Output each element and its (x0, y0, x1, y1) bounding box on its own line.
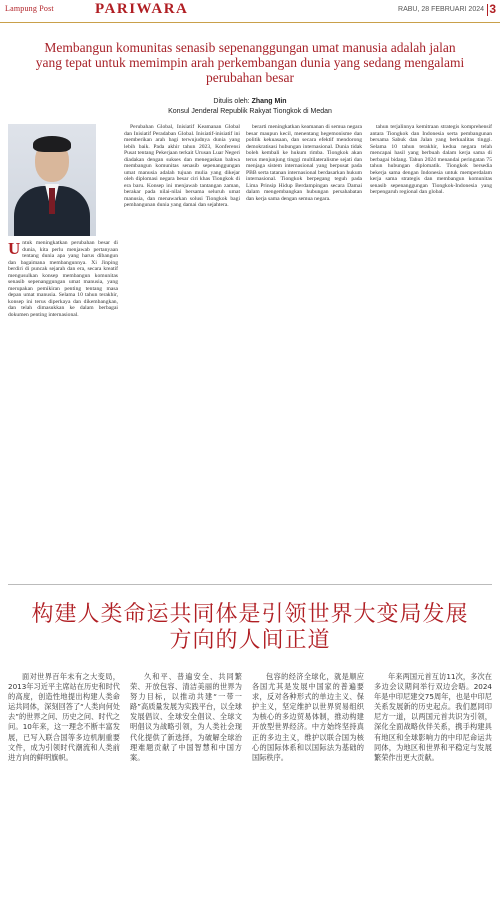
issue-date: RABU, 28 FEBRUARI 2024 (398, 6, 484, 13)
article-zh-paragraph: 面对世界百年未有之大变局，2013年习近平主席站在历史和时代的高度，创造性地提出构建人类命运共同体，深刻回答了“人类向何处去”的世界之问、历史之问、时代之问。10年来，这一理念不断丰富发展，已写入联合国等多边机制重要文件，成为引领时代潮流和人类前进方向的鲜明旗帜。 (8, 672, 120, 762)
section-name: PARIWARA (95, 1, 189, 17)
article-id-paragraph: ntuk meningkatkan perubahan besar di dunia, kita perlu menjawab pertanyaan tentang dunia apa yang harus dibangun dan bagaimana membangunnya. Xi Jinping berdiri di puncak sejarah dan era, secara kreatif mengusulkan konsep membangun komunitas senasib sepenanggungan umat manusia, yang merupakan pemikiran penting tentang masa depan umat manusia. Selama 10 tahun terakhir, konsep ini terus diperkaya dan dikembangkan, dan telah dimasukkan ke dalam berbagai dokumen penting internasional. (8, 240, 118, 318)
portrait-tie (49, 188, 55, 214)
article-id-paragraph: berarti meningkatkan keamanan di semua negara besar maupun kecil, menentang hegemonisme dan politik kekuasaan, dan secara efektif mendorong demokratisasi hubungan internasional. Dunia tidak boleh kembali ke hukum rimba. Tiongkok akan terus menjunjung tinggi multilateralisme sejati dan menjaga sistem internasional yang berpusat pada PBB serta tatanan internasional berdasarkan hukum internasional. Tiongkok berpegang teguh pada Lima Prinsip Hidup Berdampingan secara Damai dalam mengembangkan hubungan persahabatan dan kerja sama dengan semua negara. (246, 124, 362, 202)
section-divider (8, 584, 492, 585)
dropcap-letter: U (8, 240, 21, 258)
page-number: 3 (489, 2, 496, 16)
article-id-paragraph: Perubahan Global, Inisiatif Keamanan Global dan Inisiatif Peradaban Global. Inisiatif-inisiatif ini memberikan arah bagi terwujudnya dunia yang lebih baik. Pada akhir tahun 2023, Konferensi Pusat tentang Pekerjaan terkait Urusan Luar Negeri diadakan dengan sukses dan menegaskan bahwa membangun komunitas senasib sepenanggungan umat manusia adalah tujuan mulia yang dikejar oleh diplomasi negara besar ciri khas Tiongkok di era baru. Konsep ini menjawab tantangan zaman, berakar pada nilai-nilai bersama seluruh umat manusia, dan menawarkan solusi Tiongkok bagi pembangunan dunia yang damai dan sejahtera. (124, 124, 240, 208)
publication-name: Lampung Post (5, 4, 54, 13)
author-portrait-photo (8, 124, 96, 236)
article-id-paragraph: tahun terjalinnya kemitraan strategis komprehensif antara Tiongkok dan Indonesia serta pembangunan bersama Sabuk dan Jalan yang berkualitas tinggi. Selama 10 tahun terakhir, kedua negara telah mencapai hasil yang berbuah dalam kerja sama di berbagai bidang. Tahun 2024 menandai peringatan 75 tahun hubungan diplomatik. Tiongkok bersedia bekerja sama dengan Indonesia untuk memperdalam kerja sama strategis dan membangun komunitas senasib sepenanggungan Tiongkok-Indonesia yang berpengaruh regional dan global. (370, 124, 492, 195)
article-zh-column-2 (130, 672, 242, 898)
article-zh-column-4 (374, 672, 492, 898)
byline (0, 98, 500, 105)
article-id-column-1 (8, 240, 118, 580)
article-headline-chinese: 构建人类命运共同体是引领世界大变局发展方向的人间正道 (31, 602, 469, 653)
byline-title: Konsul Jenderal Republik Rakyat Tiongkok di Medan (168, 108, 332, 115)
article-zh-paragraph: 年来两国元首互访11次，多次在多边会议期间举行双边会晤。2024年是中印尼建交75周年，也是中印尼关系发展新的历史起点。我们愿同印尼方一道，以两国元首共识为引领，深化全面战略伙伴关系，携手构建具有地区和全球影响力的中印尼命运共同体，为地区和世界和平稳定与发展繁荣作出更大贡献。 (374, 672, 492, 762)
article-zh-column-3 (252, 672, 364, 898)
masthead-divider (487, 4, 488, 16)
article-id-column-4 (370, 124, 492, 580)
article-zh-column-1 (8, 672, 120, 898)
article-zh-paragraph: 包容的经济全球化，就是顺应各国尤其是发展中国家的普遍要求，反对各种形式的单边主义、保护主义，坚定维护以世界贸易组织为核心的多边贸易体制，推动构建开放型世界经济。中方始终坚持真正的多边主义，维护以联合国为核心的国际体系和以国际法为基础的国际秩序。 (252, 672, 364, 762)
article-zh-paragraph: 久和平、普遍安全、共同繁荣、开放包容、清洁美丽的世界为努力目标，以推动共建“一带一路”高质量发展为实践平台，以全球发展倡议、全球安全倡议、全球文明倡议为战略引领，为人类社会现代化提供了新选择，为破解全球治理难题贡献了中国智慧和中国方案。 (130, 672, 242, 762)
article-id-column-3 (246, 124, 362, 580)
article-id-column-2 (124, 124, 240, 580)
article-headline-indonesian: Membangun komunitas senasib sepenanggungan umat manusia adalah jalan yang tepat untuk memimpin arah perkembangan dunia yang sedang mengalami perubahan besar (35, 40, 465, 85)
byline-prefix: Ditulis oleh: (213, 98, 250, 105)
masthead (0, 0, 500, 23)
portrait-hair (33, 136, 71, 152)
byline-author: Zhang Min (251, 98, 287, 105)
